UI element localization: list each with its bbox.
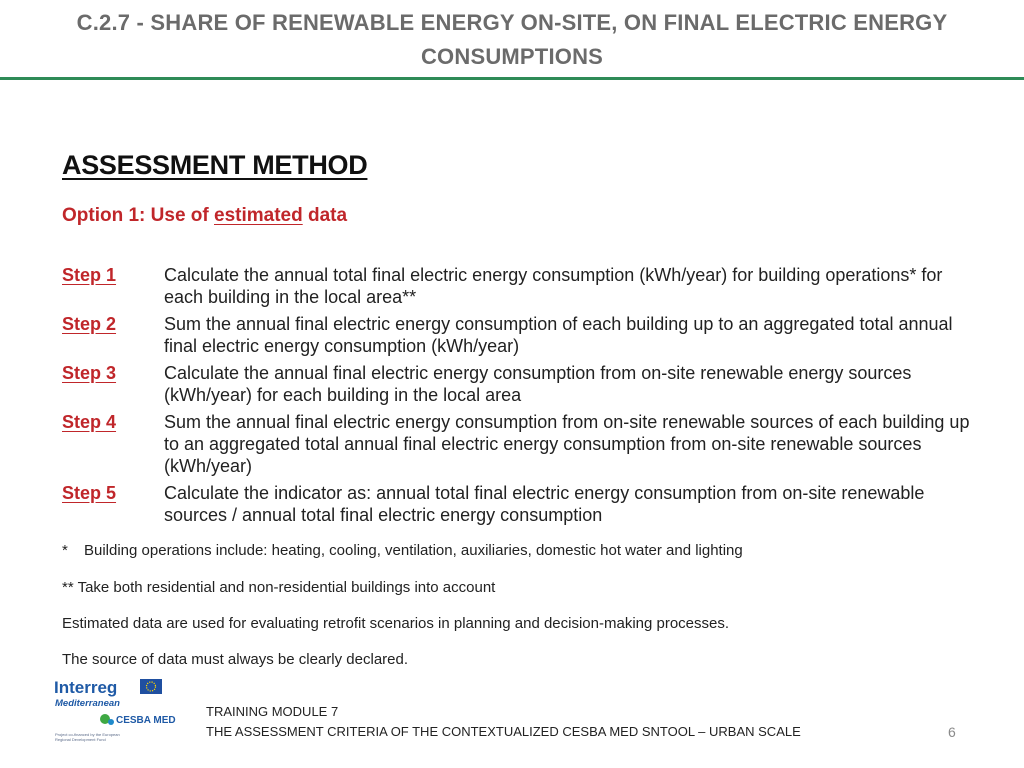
slide-title: C.2.7 - SHARE OF RENEWABLE ENERGY ON-SITE, ON FINAL ELECTRIC ENERGY CONSUMPTIONS [76, 10, 948, 69]
interreg-cesba-logo [52, 676, 176, 746]
step-text: Calculate the annual total final electric energy consumption (kWh/year) for building operations* for each building in the local area** [164, 265, 943, 307]
footer-module: TRAINING MODULE 7 [206, 704, 339, 719]
step-item [62, 411, 982, 477]
step-label: Step 5 [62, 483, 117, 503]
step-text: Sum the annual final electric energy consumption from on-site renewable sources of each building up to an aggregated total annual final electric energy consumption from on-site renewable sources (kWh/year) [164, 412, 970, 476]
step-item [62, 313, 982, 357]
footnote-building-operations [62, 541, 743, 561]
step-item [62, 482, 982, 526]
footer-text [206, 702, 801, 742]
step-text: Calculate the annual final electric energy consumption from on-site renewable energy sources (kWh/year) for each building in the local area [164, 363, 912, 405]
footnote-marker: * [62, 542, 68, 559]
steps-list [62, 264, 982, 531]
note-source-data: The source of data must always be clearly declared. [62, 651, 409, 668]
footnote-buildings: ** Take both residential and non-residential buildings into account [62, 579, 496, 596]
step-text: Calculate the indicator as: annual total final electric energy consumption from on-site renewable sources / annual total final electric energy consumption [164, 483, 925, 525]
option-suffix: data [302, 205, 348, 226]
interreg-wordmark: Interreg [54, 678, 118, 697]
option-emphasis: estimated [214, 205, 303, 226]
mediterranean-wordmark: Mediterranean [55, 698, 120, 709]
cesba-wordmark: CESBA MED [116, 715, 176, 726]
step-item [62, 362, 982, 406]
step-label: Step 1 [62, 265, 117, 285]
title-divider [0, 77, 1024, 80]
step-item [62, 264, 982, 308]
step-text: Sum the annual final electric energy consumption of each building up to an aggregated total annual final electric energy consumption (kWh/year) [164, 314, 953, 356]
eu-flag-icon [140, 679, 162, 694]
cesba-drop-icon [108, 719, 114, 725]
footnote-text: Building operations include: heating, cooling, ventilation, auxiliaries, domestic hot water and lighting [84, 542, 743, 559]
footer-description: THE ASSESSMENT CRITERIA OF THE CONTEXTUALIZED CESBA MED SNTOOL – URBAN SCALE [206, 724, 801, 739]
section-heading: ASSESSMENT METHOD [62, 150, 368, 180]
step-label: Step 3 [62, 363, 117, 383]
option-prefix: Option 1: Use of [62, 205, 214, 226]
step-label: Step 2 [62, 314, 117, 334]
option-subtitle [62, 205, 347, 227]
fund-line-1: Project co-financed by the European [55, 732, 120, 737]
fund-line-2: Regional Development Fund [55, 737, 106, 742]
note-estimated-data: Estimated data are used for evaluating retrofit scenarios in planning and decision-making processes. [62, 615, 730, 632]
page-number: 6 [948, 724, 956, 740]
step-label: Step 4 [62, 412, 117, 432]
